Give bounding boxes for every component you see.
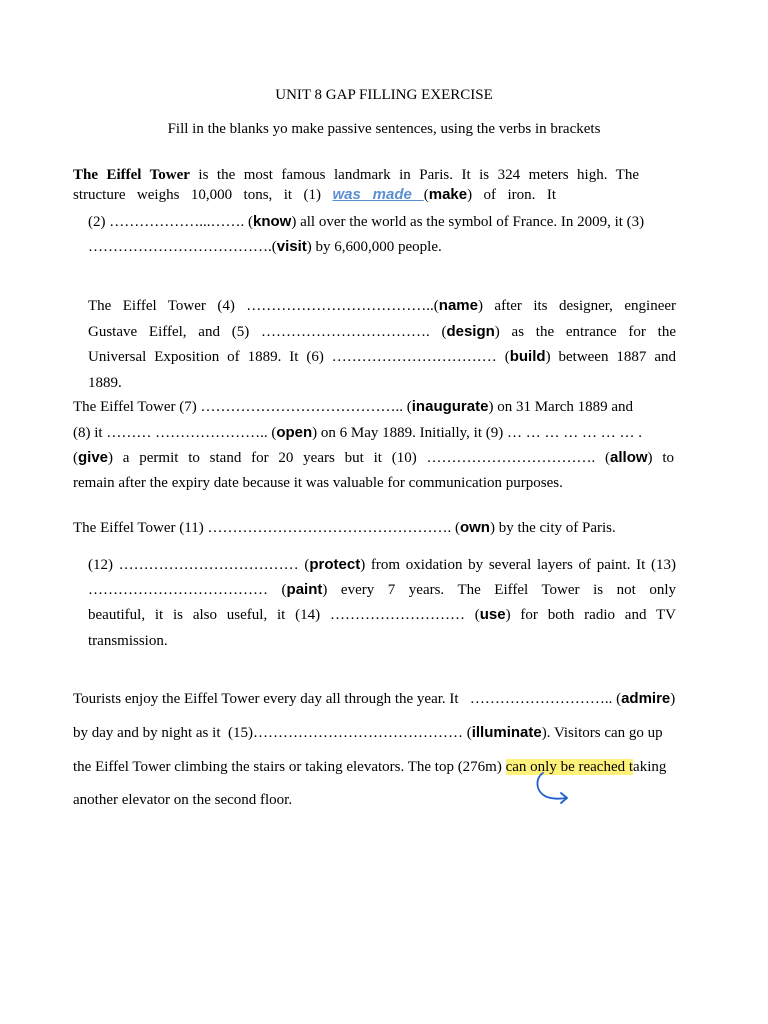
p6-line2-text: ). Visitors can go up bbox=[541, 725, 663, 741]
verb-give: give bbox=[78, 449, 109, 466]
instructions: Fill in the blanks yo make passive sentences, using the verbs in brackets bbox=[167, 121, 601, 137]
verb-name: name bbox=[438, 297, 478, 314]
p3-line2 bbox=[73, 423, 642, 443]
p3-line3-paren: ( bbox=[73, 450, 78, 466]
curved-arrow-icon bbox=[533, 770, 573, 806]
p6-line1-end: ) bbox=[670, 691, 676, 707]
p6-line2 bbox=[73, 723, 663, 743]
p1-line2-end: ) of iron. It bbox=[467, 187, 557, 203]
page-title: UNIT 8 GAP FILLING EXERCISE bbox=[275, 87, 493, 103]
p4-line1 bbox=[73, 518, 616, 538]
blank-15: by day and by night as it (15)…………………………………… ( bbox=[73, 725, 472, 741]
p6-line1-text: Tourists enjoy the Eiffel Tower every day all through the year. It ……………………….. ( bbox=[73, 691, 622, 707]
verb-design: design bbox=[446, 323, 495, 340]
blank-10: ) a permit to stand for 20 years but it (10) ……………………………. ( bbox=[108, 450, 611, 466]
blank-12: (12) ……………………………… ( bbox=[88, 557, 310, 573]
p5-line2 bbox=[88, 580, 676, 600]
p5-line4: transmission. bbox=[88, 633, 168, 649]
blank-6: Universal Exposition of 1889. It (6) …………………………… ( bbox=[88, 349, 510, 365]
blank-13: ……………………………… ( bbox=[88, 582, 287, 598]
p3-line3-end: ) to bbox=[647, 450, 675, 466]
p5-line3 bbox=[88, 605, 676, 625]
blank-14: beautiful, it is also useful, it (14) ……………………… ( bbox=[88, 607, 480, 623]
p1-line4 bbox=[88, 237, 442, 257]
p6-line4: another elevator on the second floor. bbox=[73, 792, 293, 808]
p1-line1-text: is the most famous landmark in Paris. It is 324 meters high. The bbox=[189, 167, 639, 183]
verb-allow: allow bbox=[610, 449, 648, 466]
p2-line1 bbox=[88, 296, 676, 316]
blank-4: The Eiffel Tower (4) ………………………………..( bbox=[88, 298, 439, 314]
verb-open: open bbox=[276, 424, 313, 441]
blank-5: Gustave Eiffel, and (5) ……………………………. ( bbox=[88, 324, 447, 340]
p1-line3 bbox=[88, 212, 644, 232]
p5-line1 bbox=[88, 555, 676, 575]
p6-line3 bbox=[73, 757, 666, 777]
p2-line1-text: ) after its designer, engineer bbox=[477, 298, 676, 314]
p3-line1 bbox=[73, 397, 633, 417]
p6-line3-end: aking bbox=[633, 759, 667, 775]
p1-line2 bbox=[73, 185, 556, 205]
highlighted-text: can only be reached t bbox=[505, 759, 634, 775]
verb-protect: protect bbox=[309, 556, 361, 573]
verb-visit: visit bbox=[276, 238, 307, 255]
verb-admire: admire bbox=[621, 690, 671, 707]
p1-line3-text: ) all over the world as the symbol of France. In 2009, it (3) bbox=[291, 214, 645, 230]
blank-11: The Eiffel Tower (11) …………………………………………. ( bbox=[73, 520, 460, 536]
p1-line2-text: structure weighs 10,000 tons, it (1) bbox=[73, 187, 333, 203]
p6-line1 bbox=[73, 689, 675, 709]
p3-line1-text: ) on 31 March 1889 and bbox=[488, 399, 634, 415]
answer-1: was made bbox=[332, 186, 424, 203]
verb-build: build bbox=[509, 348, 546, 365]
p2-line2 bbox=[88, 322, 676, 342]
blank-8: (8) it ……… ………………….. ( bbox=[73, 425, 277, 441]
p2-line4: 1889. bbox=[88, 375, 122, 391]
p2-line2-text: ) as the entrance for the bbox=[494, 324, 676, 340]
p6-line3-text: the Eiffel Tower climbing the stairs or taking elevators. The top (276m) bbox=[73, 759, 506, 775]
verb-illuminate: illuminate bbox=[471, 724, 542, 741]
p5-line2-text: ) every 7 years. The Eiffel Tower is not only bbox=[322, 582, 676, 598]
p3-line4: remain after the expiry date because it was valuable for communication purposes. bbox=[73, 475, 563, 491]
verb-own: own bbox=[459, 519, 490, 536]
verb-inaugurate: inaugurate bbox=[411, 398, 489, 415]
heading-eiffel-tower: The Eiffel Tower bbox=[73, 167, 190, 183]
p1-line1 bbox=[73, 165, 639, 185]
blank-7: The Eiffel Tower (7) ………………………………….. ( bbox=[73, 399, 412, 415]
p4-line1-text: ) by the city of Paris. bbox=[489, 520, 616, 536]
verb-know: know bbox=[253, 213, 292, 230]
p5-line3-text: ) for both radio and TV bbox=[505, 607, 676, 623]
p3-line2-text: ) on 6 May 1889. Initially, it (9) … … … … … … … . bbox=[312, 425, 643, 441]
verb-paint: paint bbox=[286, 581, 323, 598]
verb-make: make bbox=[428, 186, 468, 203]
verb-use: use bbox=[479, 606, 506, 623]
p3-line3 bbox=[73, 448, 674, 468]
p1-line2-paren: ( bbox=[423, 187, 429, 203]
p5-line1-text: ) from oxidation by several layers of paint. It (13) bbox=[360, 557, 676, 573]
blank-2: (2) ………………...……. ( bbox=[88, 214, 253, 230]
blank-3: ……………………………….( bbox=[88, 239, 277, 255]
p1-line4-text: ) by 6,600,000 people. bbox=[306, 239, 442, 255]
p2-line3 bbox=[88, 347, 676, 367]
p2-line3-text: ) between 1887 and bbox=[545, 349, 676, 365]
